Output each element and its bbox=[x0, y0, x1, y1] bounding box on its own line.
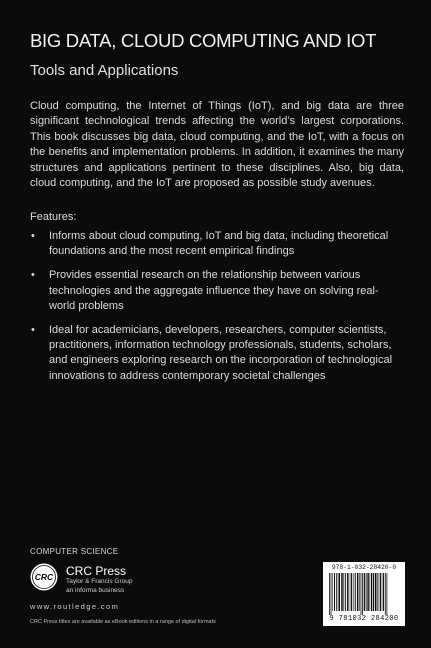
barcode-digits: 9 781032 284200 bbox=[329, 615, 399, 623]
barcode-bar bbox=[331, 573, 332, 615]
barcode-bar bbox=[332, 573, 333, 611]
barcode-bar bbox=[357, 573, 359, 611]
bullet-icon: • bbox=[31, 269, 35, 282]
barcode-bar bbox=[375, 573, 377, 611]
subject-category: COMPUTER SCIENCE bbox=[30, 547, 119, 556]
barcode-bar bbox=[329, 573, 330, 615]
barcode-bar bbox=[334, 573, 335, 611]
barcode-bar bbox=[362, 573, 363, 615]
barcode-bar bbox=[373, 573, 375, 611]
feature-item bbox=[30, 229, 402, 259]
barcode-bar bbox=[343, 573, 344, 611]
book-title: BIG DATA, CLOUD COMPUTING AND IOT bbox=[30, 30, 377, 51]
barcode-bar bbox=[361, 573, 362, 615]
barcode-bar bbox=[336, 573, 337, 611]
feature-item bbox=[30, 323, 402, 384]
barcode-bar bbox=[341, 573, 343, 611]
barcode-bar bbox=[387, 573, 388, 615]
barcode-bar bbox=[367, 573, 369, 611]
feature-text: Ideal for academicians, developers, researchers, computer scientists, practitioners, information technology professionals, students, scholars, and engineers exploring research on the incorporation of technological innovations to address contemporary societal challenges bbox=[49, 324, 393, 382]
barcode-bar bbox=[366, 573, 367, 611]
features-heading: Features: bbox=[30, 211, 77, 223]
barcode-bar bbox=[355, 573, 356, 611]
barcode-bars bbox=[328, 573, 400, 615]
publisher-logo bbox=[30, 563, 190, 603]
isbn-number: 978-1-032-28420-0 bbox=[331, 564, 397, 571]
book-subtitle: Tools and Applications bbox=[30, 62, 179, 79]
barcode-bar bbox=[380, 573, 381, 611]
barcode-bar bbox=[371, 573, 372, 611]
barcode-bar bbox=[364, 573, 366, 611]
barcode-bar bbox=[359, 573, 360, 611]
feature-item bbox=[30, 268, 402, 314]
isbn-barcode bbox=[323, 562, 405, 626]
barcode-bar bbox=[347, 573, 349, 611]
barcode-bar bbox=[383, 573, 384, 611]
publisher-name: CRC Press bbox=[66, 564, 127, 578]
crc-logo-text: CRC bbox=[34, 572, 54, 582]
bullet-icon: • bbox=[31, 324, 35, 337]
barcode-bar bbox=[353, 573, 354, 611]
ebook-footnote: CRC Press titles are available as eBook editions in a range of digital formats bbox=[30, 619, 216, 625]
barcode-bar bbox=[351, 573, 352, 611]
feature-text: Informs about cloud computing, IoT and big data, including theoretical foundations and the most recent empirical findings bbox=[49, 230, 389, 258]
publisher-group: Taylor & Francis Group bbox=[66, 578, 133, 585]
barcode-bar bbox=[350, 573, 351, 611]
barcode-bar bbox=[385, 573, 386, 615]
barcode-bar bbox=[339, 573, 341, 611]
bullet-icon: • bbox=[31, 230, 35, 242]
barcode-bar bbox=[370, 573, 371, 611]
book-description: Cloud computing, the Internet of Things (IoT), and big data are three significant technological trends affecting the world’s largest corporations. This book discusses big data, cloud computing, and the IoT, with a focus on the benefits and implementation problems. In addition, it examines the many structures and applications pertinent to these disciplines. Also, big data, cloud computing, and the IoT are proposed as possible study avenues. bbox=[30, 100, 404, 190]
barcode-bar bbox=[345, 573, 346, 611]
crc-logo-icon bbox=[30, 563, 58, 591]
barcode-bar bbox=[379, 573, 380, 611]
feature-text: Provides essential research on the relationship between various technologies and the aggregate influence they have on solving real-world problems bbox=[49, 269, 379, 312]
publisher-informa: an informa business bbox=[66, 587, 125, 594]
barcode-bar bbox=[382, 573, 383, 611]
features-list bbox=[30, 229, 402, 393]
publisher-website[interactable]: www.routledge.com bbox=[30, 602, 120, 611]
barcode-bar bbox=[377, 573, 378, 611]
